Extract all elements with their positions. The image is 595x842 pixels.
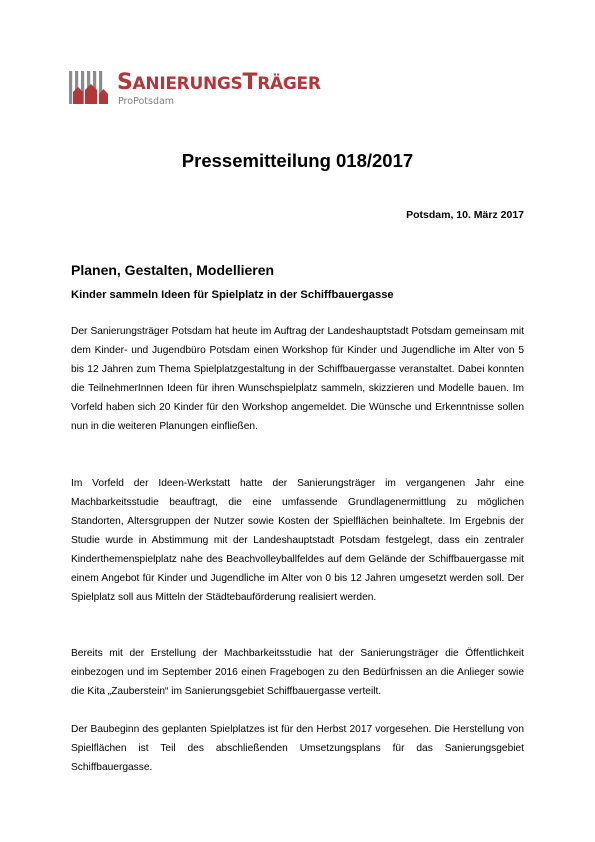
- sanierungstraeger-logo: [69, 70, 339, 107]
- logo-letter-s: S: [117, 70, 133, 95]
- body-paragraph: Der Baubeginn des geplanten Spielplatzes ist für den Herbst 2017 vorgesehen. Die Herstellung von Spielflächen ist Teil des abschließenden Umsetzungsplans für das Sanierungsgebiet Schiffbauergasse.: [71, 724, 524, 773]
- body-paragraph: Der Sanierungsträger Potsdam hat heute im Auftrag der Landeshauptstadt Potsdam gemeinsam mit dem Kinder- und Jugendbüro Potsdam einen Workshop für Kinder und Jugendliche im Alter von 5 bis 12 Jahren zum Thema Spielplatzgestaltung in der Schiffbauergasse veranstaltet. Dabei konnten die TeilnehmerInnen Ideen für ihren Wunschspielplatz sammeln, skizzieren und Modelle bauen. Im Vorfeld haben sich 20 Kinder für den Workshop angemeldet. Die Wünsche und Erkenntnisse sollen nun in die weiteren Planungen einfließen.: [71, 326, 524, 432]
- article-headline: Planen, Gestalten, Modellieren: [71, 262, 275, 278]
- building-bars-icon: [69, 70, 109, 104]
- document-title: Pressemitteilung 018/2017: [181, 150, 414, 171]
- logo-part-raeger: RÄGER: [257, 74, 321, 94]
- document-date: Potsdam, 10. März 2017: [406, 209, 524, 221]
- logo-wordmark: [117, 72, 321, 94]
- logo-letter-t: T: [242, 70, 258, 95]
- body-paragraph: Bereits mit der Erstellung der Machbarkeitsstudie hat der Sanierungsträger die Öffentlichkeit einbezogen und im September 2016 einen Fragebogen zu den Bedürfnissen an die Anlieger sowie die Kita „Zauberstein“ im Sanierungsgebiet Schiffbauergasse verteilt.: [71, 648, 524, 697]
- article-subheadline: Kinder sammeln Ideen für Spielplatz in der Schiffbauergasse: [71, 289, 394, 301]
- logo-part-anierungs: ANIERUNGS: [132, 74, 243, 94]
- body-paragraph: Im Vorfeld der Ideen-Werkstatt hatte der Sanierungsträger im vergangenen Jahr eine Machbarkeitsstudie beauftragt, die eine umfassende Grundlagenermittlung zu möglichen Standorten, Altersgruppen der Nutzer sowie Kosten der Spielflächen beinhaltete. Im Ergebnis der Studie wurde in Abstimmung mit der Landeshauptstadt Potsdam festgelegt, dass ein zentraler Kinderthemenspielplatz nahe des Beachvolleyballfeldes auf dem Gelände der Schiffbauergasse mit einem Angebot für Kinder und Jugendliche im Alter von 0 bis 12 Jahren umgesetzt werden soll. Der Spielplatz soll aus Mitteln der Städtebauförderung realisiert werden.: [71, 478, 524, 603]
- logo-subtitle: ProPotsdam: [118, 96, 175, 107]
